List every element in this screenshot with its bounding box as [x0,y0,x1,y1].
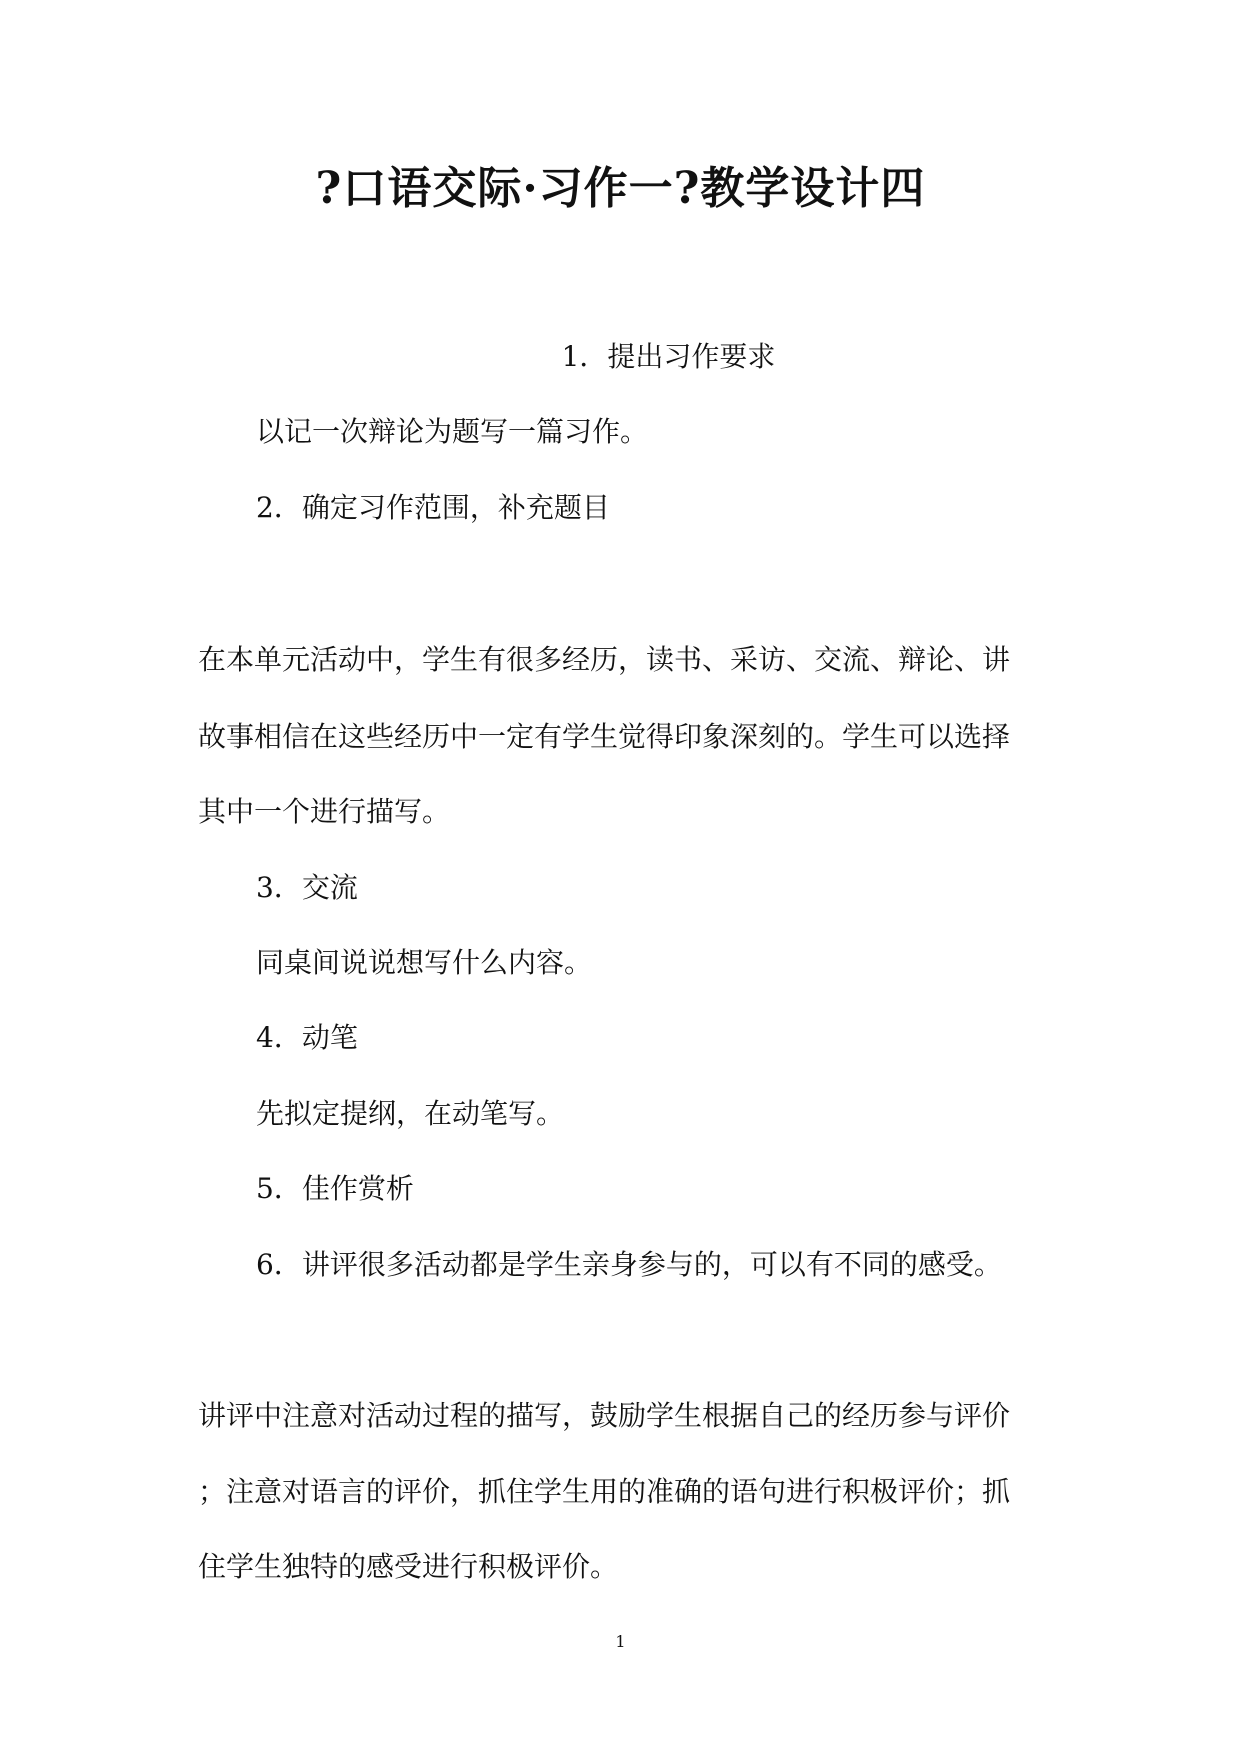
heading-step-2: 2．确定习作范围，补充题目 [256,491,610,524]
document-title: ?口语交际·习作一?教学设计四 [315,163,926,214]
paragraph-line: 在本单元活动中，学生有很多经历，读书、采访、交流、辩论、讲 [198,643,1011,676]
paragraph-line: 讲评中注意对活动过程的描写，鼓励学生根据自己的经历参与评价 [198,1399,1011,1432]
paragraph-line: 其中一个进行描写。 [198,795,451,828]
heading-step-5: 5．佳作赏析 [256,1172,414,1205]
paragraph-line: 同桌间说说想写什么内容。 [256,946,593,979]
paragraph-line: 故事相信在这些经历中一定有学生觉得印象深刻的。学生可以选择 [198,720,1011,753]
page-number: 1 [615,1632,626,1651]
paragraph-line: 以记一次辩论为题写一篇习作。 [256,415,649,448]
heading-step-1: 1．提出习作要求 [561,340,776,373]
heading-step-4: 4．动笔 [256,1021,358,1054]
paragraph-line: ；注意对语言的评价，抓住学生用的准确的语句进行积极评价；抓 [198,1475,1011,1508]
paragraph-line: 住学生独特的感受进行积极评价。 [198,1550,619,1583]
paragraph-line: 先拟定提纲，在动笔写。 [256,1097,565,1130]
heading-step-6: 6．讲评很多活动都是学生亲身参与的，可以有不同的感受。 [256,1248,1002,1281]
heading-step-3: 3．交流 [256,871,358,904]
